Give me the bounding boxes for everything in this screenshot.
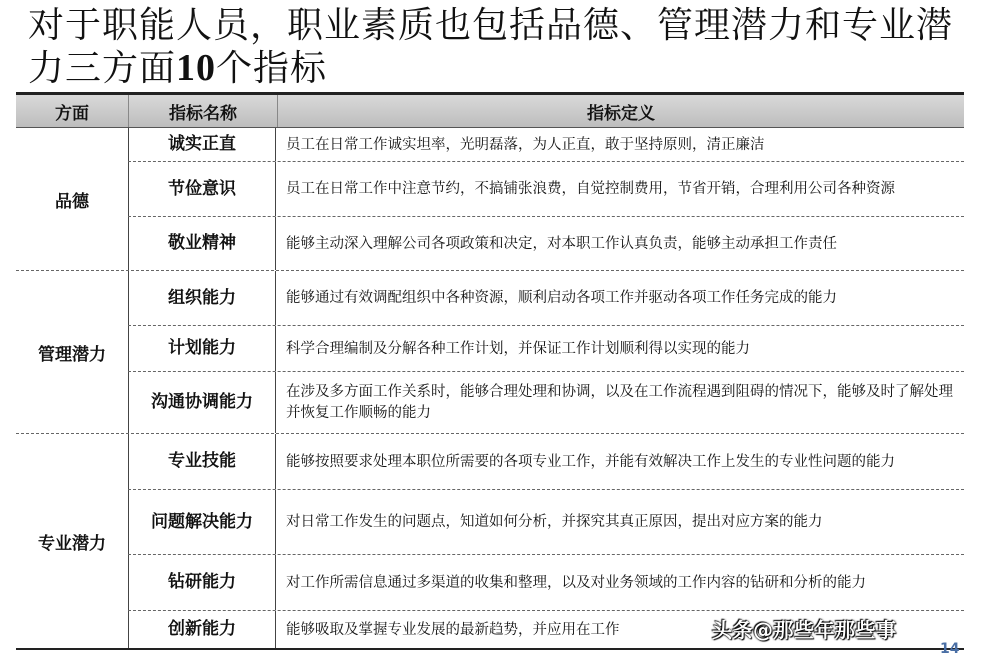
indicator-definition: 能够主动深入理解公司各项政策和决定，对本职工作认真负责，能够主动承担工作责任 <box>286 235 837 252</box>
table-row <box>128 490 964 555</box>
indicator-definition: 能够通过有效调配组织中各种资源，顺利启动各项工作并驱动各项工作任务完成的能力 <box>286 290 837 306</box>
dimension-cell: 品德 <box>55 191 89 212</box>
group-morality <box>16 128 964 271</box>
header-indicator-definition: 指标定义 <box>587 103 655 124</box>
indicator-name: 组织能力 <box>128 271 276 325</box>
table-row <box>128 372 964 433</box>
indicator-name: 计划能力 <box>128 326 276 371</box>
indicator-name: 沟通协调能力 <box>128 372 276 433</box>
indicator-definition: 员工在日常工作中注意节约，不搞铺张浪费，自觉控制费用，节省开销，合理利用公司各种资源 <box>286 181 895 197</box>
indicator-table <box>16 92 964 650</box>
indicator-definition: 员工在日常工作诚实坦率，光明磊落，为人正直，敢于坚持原则，清正廉洁 <box>286 136 765 153</box>
indicator-name: 创新能力 <box>128 611 276 648</box>
page-number: 14 <box>940 641 960 657</box>
table-row <box>128 217 964 270</box>
page-title: 对于职能人员，职业素质也包括品德、管理潜力和专业潜力三方面10个指标 <box>28 5 954 89</box>
indicator-definition: 科学合理编制及分解各种工作计划，并保证工作计划顺利得以实现的能力 <box>286 340 750 357</box>
dimension-cell: 管理潜力 <box>38 344 106 365</box>
indicator-name: 节俭意识 <box>128 162 276 216</box>
indicator-name: 钻研能力 <box>128 555 276 610</box>
watermark: 头条@那些年那些事 <box>712 618 897 642</box>
indicator-name: 专业技能 <box>128 434 276 489</box>
table-header <box>16 92 964 128</box>
table-row <box>128 162 964 217</box>
table-row <box>128 434 964 490</box>
indicator-name: 敬业精神 <box>128 217 276 270</box>
header-dimension: 方面 <box>55 103 89 124</box>
table-row <box>128 271 964 326</box>
indicator-name: 问题解决能力 <box>128 490 276 554</box>
indicator-definition: 能够吸取及掌握专业发展的最新趋势，并应用在工作 <box>286 621 620 638</box>
table-row <box>128 555 964 611</box>
indicator-definition: 能够按照要求处理本职位所需要的各项专业工作，并能有效解决工作上发生的专业性问题的能力 <box>286 453 895 470</box>
table-row <box>128 128 964 162</box>
indicator-definition: 对工作所需信息通过多渠道的收集和整理，以及对业务领域的工作内容的钻研和分析的能力 <box>286 574 866 591</box>
table-row <box>128 326 964 372</box>
indicator-definition: 对日常工作发生的问题点，知道如何分析，并探究其真正原因，提出对应方案的能力 <box>286 514 823 530</box>
dimension-cell: 专业潜力 <box>38 533 106 554</box>
indicator-definition: 在涉及多方面工作关系时，能够合理处理和协调，以及在工作流程遇到阻碍的情况下，能够及时了解处理并恢复工作顺畅的能力 <box>286 384 953 421</box>
indicator-name: 诚实正直 <box>128 128 276 161</box>
header-indicator-name: 指标名称 <box>128 95 278 127</box>
group-management-potential <box>16 271 964 434</box>
